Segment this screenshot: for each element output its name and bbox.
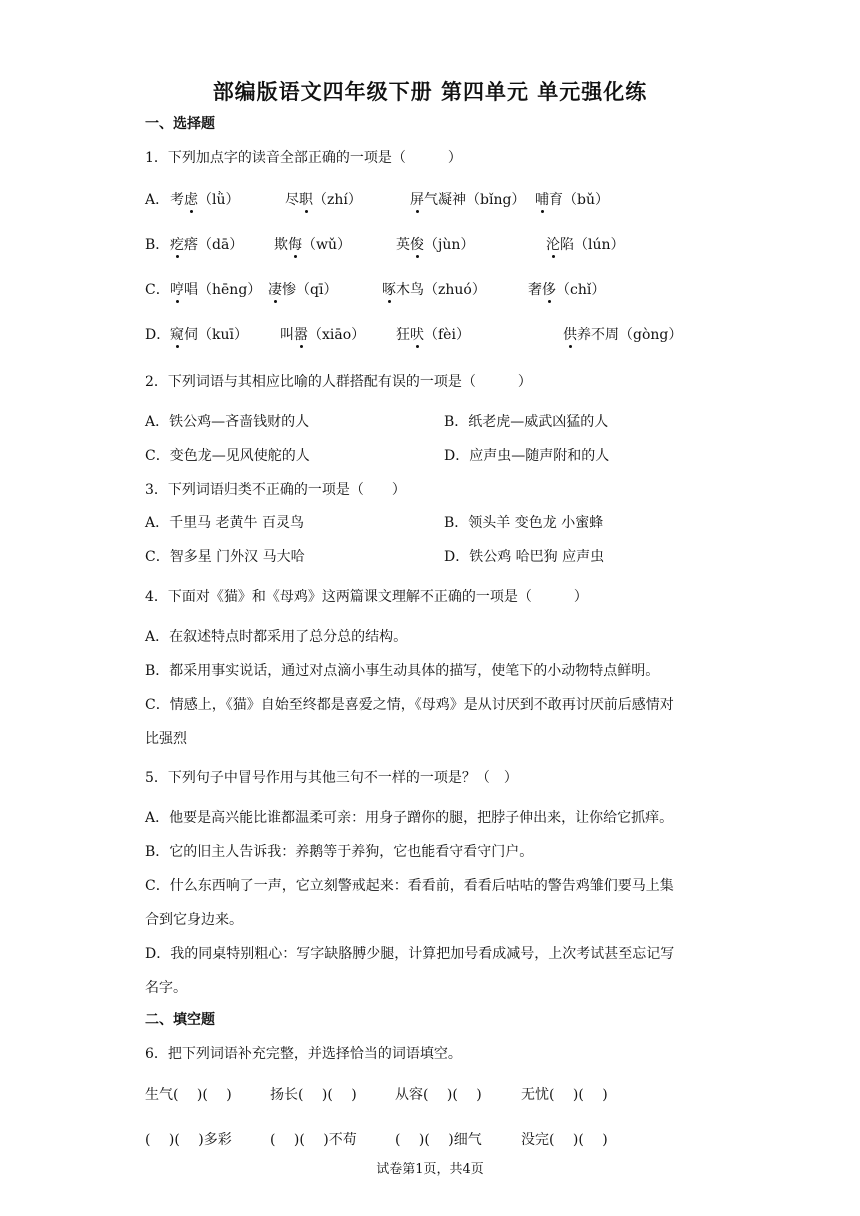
question-2-option-d: D．应声虫—随声附和的人 bbox=[444, 448, 610, 464]
option-item: 狂吠（fèi） bbox=[396, 327, 470, 343]
fill-blank-item: ( )( )多彩 bbox=[145, 1132, 232, 1148]
option-item: 疙瘩（dā） bbox=[170, 237, 244, 253]
fill-blank-item: ( )( )细气 bbox=[395, 1132, 482, 1148]
fill-blank-item: 生气( )( ) bbox=[145, 1087, 232, 1103]
option-item: 英俊（jùn） bbox=[396, 237, 475, 253]
question-4-option-a: A．在叙述特点时都采用了总分总的结构。 bbox=[145, 629, 408, 645]
question-3-stem: 3．下列词语归类不正确的一项是（ ） bbox=[145, 482, 406, 498]
question-5-option-d: D．我的同桌特别粗心：写字缺胳膊少腿，计算把加号看成减号，上次考试甚至忘记写 bbox=[145, 946, 675, 962]
fill-blank-item: 从容( )( ) bbox=[395, 1087, 482, 1103]
page-title: 部编版语文四年级下册 第四单元 单元强化练 bbox=[212, 80, 648, 104]
question-2-option-b: B．纸老虎—威武凶猛的人 bbox=[444, 414, 609, 430]
fill-blank-item: 无忧( )( ) bbox=[521, 1087, 608, 1103]
question-5-option-d-cont: 名字。 bbox=[145, 980, 187, 996]
option-item: 啄木鸟（zhuó） bbox=[382, 282, 486, 298]
question-4-option-c: C．情感上，《猫》自始至终都是喜爱之情，《母鸡》是从讨厌到不敢再讨厌前后感情对 bbox=[145, 697, 674, 713]
question-1-stem: 1．下列加点字的读音全部正确的一项是（ ） bbox=[145, 150, 462, 166]
option-item: 叫嚣（xiāo） bbox=[280, 327, 366, 343]
fill-blank-item: ( )( )不苟 bbox=[270, 1132, 357, 1148]
option-item: 尽职（zhí） bbox=[285, 192, 362, 208]
option-item: 欺侮（wǔ） bbox=[274, 237, 351, 253]
question-4-option-c-cont: 比强烈 bbox=[145, 731, 187, 747]
section-heading-fill: 二、填空题 bbox=[145, 1012, 215, 1028]
section-heading-choice: 一、选择题 bbox=[145, 116, 215, 132]
option-item: 沦陷（lún） bbox=[546, 237, 625, 253]
question-5-option-c-cont: 合到它身边来。 bbox=[145, 912, 243, 928]
option-item: 窥伺（kuī） bbox=[170, 327, 248, 343]
option-item: 哺育（bǔ） bbox=[535, 192, 609, 208]
question-6-stem: 6．把下列词语补充完整，并选择恰当的词语填空。 bbox=[145, 1046, 462, 1062]
question-3-option-d: D．铁公鸡 哈巴狗 应声虫 bbox=[444, 549, 605, 565]
question-3-option-a: A．千里马 老黄牛 百灵鸟 bbox=[145, 515, 305, 531]
option-item: 哼唱（hēng） bbox=[170, 282, 262, 298]
question-2-option-c: C．变色龙—见风使舵的人 bbox=[145, 448, 310, 464]
option-item: 凄惨（qī） bbox=[268, 282, 338, 298]
question-3-option-c: C．智多星 门外汉 马大哈 bbox=[145, 549, 305, 565]
question-2-option-a: A．铁公鸡—吝啬钱财的人 bbox=[145, 414, 310, 430]
question-4-option-b: B．都采用事实说话，通过对点滴小事生动具体的描写，使笔下的小动物特点鲜明。 bbox=[145, 663, 660, 679]
page-footer: 试卷第1页，共4页 bbox=[376, 1162, 484, 1177]
option-item: 奢侈（chǐ） bbox=[528, 282, 606, 298]
question-5-option-b: B．它的旧主人告诉我：养鹅等于养狗，它也能看守看守门户。 bbox=[145, 844, 534, 860]
question-4-stem: 4．下面对《猫》和《母鸡》这两篇课文理解不正确的一项是（ ） bbox=[145, 589, 588, 605]
option-item: 屏气凝神（bǐng） bbox=[410, 192, 526, 208]
fill-blank-item: 扬长( )( ) bbox=[270, 1087, 357, 1103]
question-2-stem: 2．下列词语与其相应比喻的人群搭配有误的一项是（ ） bbox=[145, 374, 532, 390]
option-item: 考虑（lǜ） bbox=[170, 192, 240, 208]
fill-blank-item: 没完( )( ) bbox=[521, 1132, 608, 1148]
question-3-option-b: B．领头羊 变色龙 小蜜蜂 bbox=[444, 515, 604, 531]
question-5-stem: 5．下列句子中冒号作用与其他三句不一样的一项是？（ ） bbox=[145, 770, 518, 786]
question-5-option-c: C．什么东西响了一声，它立刻警戒起来：看看前，看看后咕咕的警告鸡雏们要马上集 bbox=[145, 878, 674, 894]
option-item: 供养不周（gòng） bbox=[563, 327, 683, 343]
question-5-option-a: A．他要是高兴能比谁都温柔可亲：用身子蹭你的腿，把脖子伸出来，让你给它抓痒。 bbox=[145, 810, 674, 826]
